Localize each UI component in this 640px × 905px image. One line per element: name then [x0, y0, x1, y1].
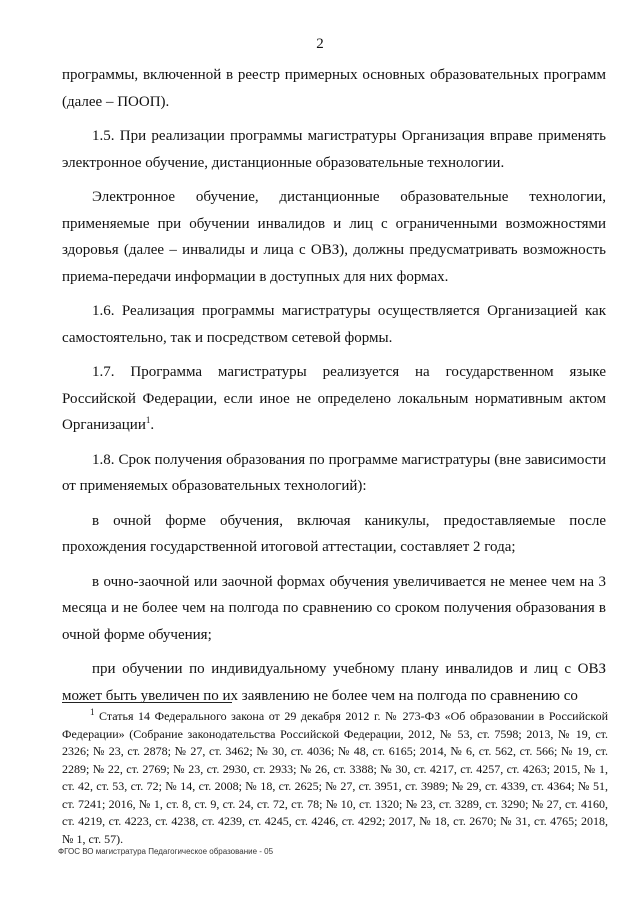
page-number: 2 — [316, 36, 324, 52]
footnote-text: Статья 14 Федерального закона от 29 декабря 2012 г. № 273-ФЗ «Об образовании в Российской Федерации» (Собрание законодательства Российской Федерации, 2012, № 53, ст. 7598; 2013, № 19, ст. 2326; № 23, ст. 2878; № 27, ст. 3462; № 30, ст. 4036; № 48, ст. 6165; 2014, № 6, ст. 562, ст. 566; № 19, ст. 2289; № 22, ст. 2769; № 23, ст. 2930, ст. 2933; № 26, ст. 3388; № 30, ст. 4217, ст. 4257, ст. 4263; 2015, № 1, ст. 42, ст. 53, ст. 72; № 14, ст. 2008; № 18, ст. 2625; № 27, ст. 3951, ст. 3989; № 29, ст. 4339, ст. 4364; № 51, ст. 7241; 2016, № 1, ст. 8, ст. 9, ст. 24, ст. 72, ст. 78; № 10, ст. 1320; № 23, ст. 3289, ст. 3290; № 27, ст. 4160, ст. 4219, ст. 4223, ст. 4238, ст. 4239, ст. 4245, ст. 4246, ст. 4292; 2017, № 18, ст. 2670; № 31, ст. 4765; 2018, № 1, ст. 57). — [62, 709, 608, 846]
page-footer: ФГОС ВО магистратура Педагогическое образование - 05 — [58, 847, 274, 856]
paragraph-1-8: 1.8. Срок получения образования по программе магистратуры (вне зависимости от применяемых образовательных технологий): — [62, 451, 606, 494]
paragraph-continuation: программы, включенной в реестр примерных основных образовательных программ (далее – ПООП). — [62, 67, 606, 110]
paragraph-1-7-text: 1.7. Программа магистратуры реализуется на государственном языке Российской Федерации, если иное не определено локальным нормативным актом Организации — [62, 364, 606, 433]
footnote-1 — [62, 708, 608, 848]
paragraph-part-time: в очно-заочной или заочной формах обучения увеличивается не менее чем на 3 месяца и не более чем на полгода по сравнению со сроком получения образования в очной форме обучения; — [62, 573, 606, 643]
footnote-reference[interactable]: 1 — [145, 415, 151, 425]
body-text — [62, 62, 606, 717]
paragraph-1-5: 1.5. При реализации программы магистратуры Организация вправе применять электронное обучение, дистанционные образовательные технологии. — [62, 128, 606, 171]
footnotes — [62, 708, 608, 848]
paragraph-full-time: в очной форме обучения, включая каникулы, предоставляемые после прохождения государственной итоговой аттестации, составляет 2 года; — [62, 512, 606, 555]
paragraph-1-7: 1.7. Программа магистратуры реализуется на государственном языке Российской Федерации, если иное не определено локальным нормативным актом Организации$^1$. — [62, 364, 606, 433]
paragraph-e-learning: Электронное обучение, дистанционные образовательные технологии, применяемые при обучении инвалидов и лиц с ограниченными возможностями здоровья (далее – инвалиды и лица с ОВЗ), должны предусматривать возможность приема-передачи информации в доступных для них формах. — [62, 189, 606, 285]
footnote-divider — [62, 702, 232, 703]
paragraph-individual-plan: при обучении по индивидуальному учебному плану инвалидов и лиц с ОВЗ может быть увеличен по их заявлению не более чем на полгода по сравнению со — [62, 661, 606, 704]
footnote-marker: 1 — [90, 707, 95, 717]
paragraph-1-6: 1.6. Реализация программы магистратуры осуществляется Организацией как самостоятельно, так и посредством сетевой формы. — [62, 303, 606, 346]
